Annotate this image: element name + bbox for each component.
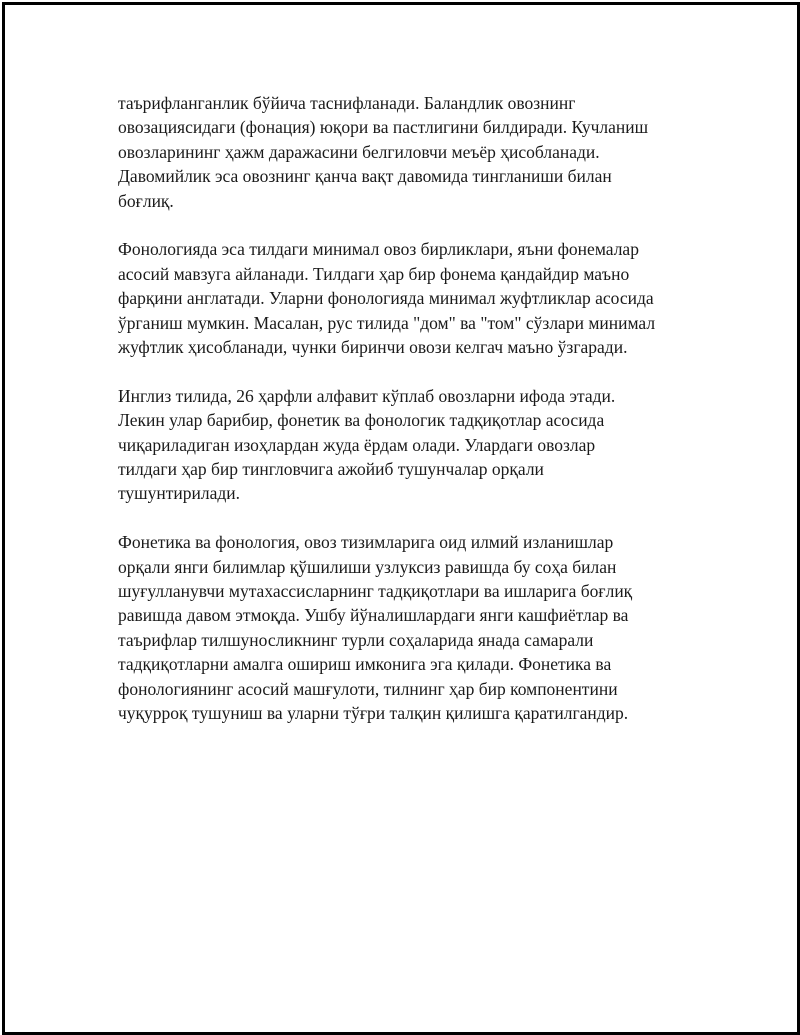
paragraph-1: [118, 91, 688, 213]
text-line: жуфтлик ҳисобланади, чунки биринчи овози келгач маъно ўзгаради.: [118, 337, 628, 358]
text-line: овозларининг ҳажм даражасини белгиловчи меъёр ҳисобланади.: [118, 141, 600, 162]
text-line: ўрганиш мумкин. Масалан, рус тилида "дом" ва "том" сўзлари минимал: [118, 312, 656, 333]
text-line: овозациясидаги (фонация) юқори ва пастлигини билдиради. Кучланиш: [118, 117, 649, 138]
text-line: Фонетика ва фонология, овоз тизимларига оид илмий изланишлар: [118, 532, 614, 553]
text-line: фарқини англатади. Уларни фонологияда минимал жуфтликлар асосида: [118, 288, 654, 309]
document-body: [118, 91, 688, 750]
text-line: фонологиянинг асосий машғулоти, тилнинг ҳар бир компонентини: [118, 678, 618, 699]
text-line: таърифланганлик бўйича таснифланади. Баландлик овознинг: [118, 93, 576, 113]
text-line: Давомийлик эса овознинг қанча вақт давомида тингланиши билан: [118, 166, 612, 187]
paragraph-4: [118, 530, 688, 725]
paragraph-3: [118, 384, 688, 506]
text-line: таърифлар тилшуносликнинг турли соҳаларида янада самарали: [118, 629, 594, 650]
text-line: тушунтирилади.: [118, 483, 241, 504]
text-line: орқали янги билимлар қўшилиши узлуксиз равишда бу соҳа билан: [118, 556, 617, 577]
text-line: тилдаги ҳар бир тингловчига ажойиб тушунчалар орқали: [118, 459, 544, 480]
text-line: равишда давом этмоқда. Ушбу йўналишлардаги янги кашфиётлар ва: [118, 605, 629, 626]
text-line: тадқиқотларни амалга ошириш имконига эга қилади. Фонетика ва: [118, 654, 612, 675]
text-line: чиқариладиган изоҳлардан жуда ёрдам олади. Улардаги овозлар: [118, 434, 596, 455]
text-line: чуқурроқ тушуниш ва уларни тўғри талқин қилишга қаратилгандир.: [118, 703, 629, 724]
text-line: Фонологияда эса тилдаги минимал овоз бирликлари, яъни фонемалар: [118, 239, 639, 260]
text-line: Лекин улар барибир, фонетик ва фонологик тадқиқотлар асосида: [118, 410, 605, 431]
text-line: шуғулланувчи мутахассисларнинг тадқиқотлари ва ишларига боғлиқ: [118, 581, 633, 602]
paragraph-2: [118, 237, 688, 359]
text-line: боғлиқ.: [118, 190, 174, 211]
text-line: асосий мавзуга айланади. Тилдаги ҳар бир фонема қандайдир маъно: [118, 263, 630, 284]
text-line: Инглиз тилида, 26 ҳарфли алфавит кўплаб овозларни ифода этади.: [118, 385, 616, 406]
